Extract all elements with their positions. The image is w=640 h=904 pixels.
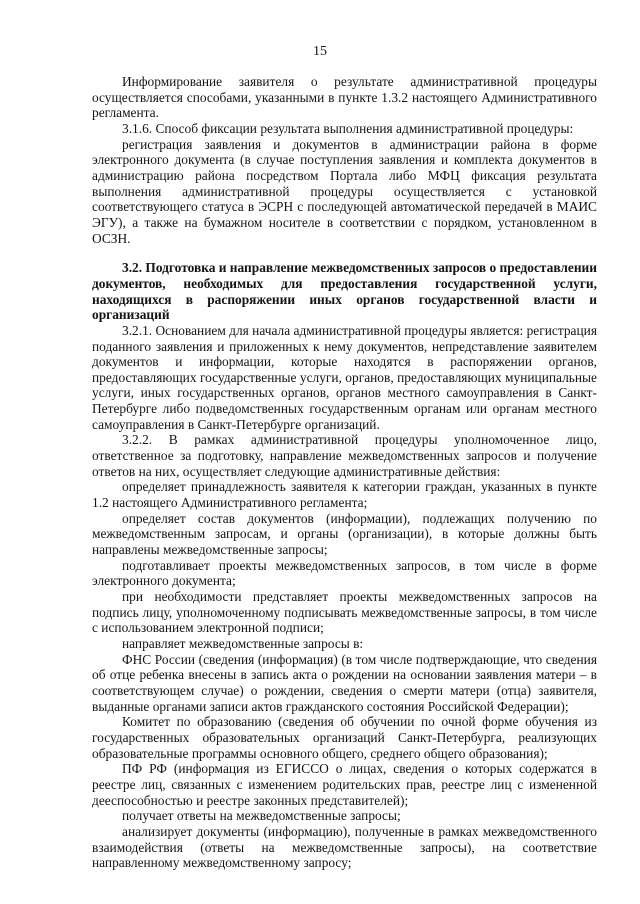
page-number: 15 [313, 44, 327, 59]
list-item-submits-for-signature: при необходимости представляет проекты межведомственных запросов на подпись лицу, уполномоченному подписывать межведомственные запросы, в том числе с использованием электронной подписи; [92, 589, 597, 636]
list-item-prepares-drafts: подготавливает проекты межведомственных запросов, в том числе в форме электронного документа; [92, 557, 597, 589]
paragraph-3-2-1: 3.2.1. Основанием для начала административной процедуры является: регистрация поданного заявления и приложенных к нему документов, непредставление заявителем документов и информации, которые находятся в распоряжении органов, предоставляющих государственные услуги, органов, предоставляющих муниципальные услуги, иных государственных органов, органов местного самоуправления в Санкт-Петербурге либо подведомственных государственным органам или органам местного самоуправления в Санкт-Петербурге организаций. [92, 322, 597, 432]
list-item-pension-fund: ПФ РФ (информация из ЕГИССО о лицах, сведения о которых содержатся в реестре лиц, связанных с изменением родительских прав, реестре лиц с измененной дееспособностью и реестре законных представителей); [92, 761, 597, 808]
list-item-analyzes-documents: анализирует документы (информацию), полученные в рамках межведомственного взаимодействия (ответы на межведомственные запросы), на соответствие направленному межведомственному запросу; [92, 823, 597, 871]
document-body [92, 74, 597, 871]
paragraph-informing: Информирование заявителя о результате административной процедуры осуществляется способами, указанными в пункте 1.3.2 настоящего Административного регламента. [92, 74, 597, 121]
list-item-determines-documents: определяет состав документов (информации), подлежащих получению по межведомственным запросам, и органы (организации), в которые должны быть направлены межведомственные запросы; [92, 510, 597, 558]
list-item-education-committee: Комитет по образованию (сведения об обучении по очной форме обучения из государственных образовательных организаций Санкт-Петербурга, реализующих образовательные программы основного общего, среднего общего образования); [92, 714, 597, 761]
paragraph-registration: регистрация заявления и документов в администрации района в форме электронного документа (в случае поступления заявления и комплекта документов в администрацию района посредством Портала либо МФЦ фиксация результата выполнения административной процедуры осуществляется с установкой соответствующего статуса в ЭСРН с последующей автоматической передачей в МАИС ЭГУ), а также на бумажном носителе в соответствии с порядком, установленном в ОСЗН. [92, 136, 597, 246]
list-item-fns: ФНС России (сведения (информация) (в том числе подтверждающие, что сведения об отце ребенка внесены в запись акта о рождении на основании заявления матери – в соответствующем случае) о рождении, сведения о смерти матери (отца) заявителя, выданные органами записи актов гражданского состояния Российской Федерации); [92, 651, 597, 714]
list-item-receives-responses: получает ответы на межведомственные запросы; [122, 808, 401, 824]
paragraph-3-1-6: 3.1.6. Способ фиксации результата выполнения административной процедуры: [122, 120, 574, 136]
section-heading-3-2: 3.2. Подготовка и направление межведомственных запросов о предоставлении документов, необходимых для предоставления государственной услуги, находящихся в распоряжении иных органов государственной власти и организаций [92, 260, 597, 323]
list-item-sends-requests: направляет межведомственные запросы в: [122, 635, 364, 651]
list-item-determines-category: определяет принадлежность заявителя к категории граждан, указанных в пункте 1.2 настоящего Административного регламента; [92, 479, 597, 511]
paragraph-3-2-2: 3.2.2. В рамках административной процедуры уполномоченное лицо, ответственное за подготовку, направление межведомственных запросов и получение ответов на них, осуществляет следующие административные действия: [92, 432, 597, 479]
